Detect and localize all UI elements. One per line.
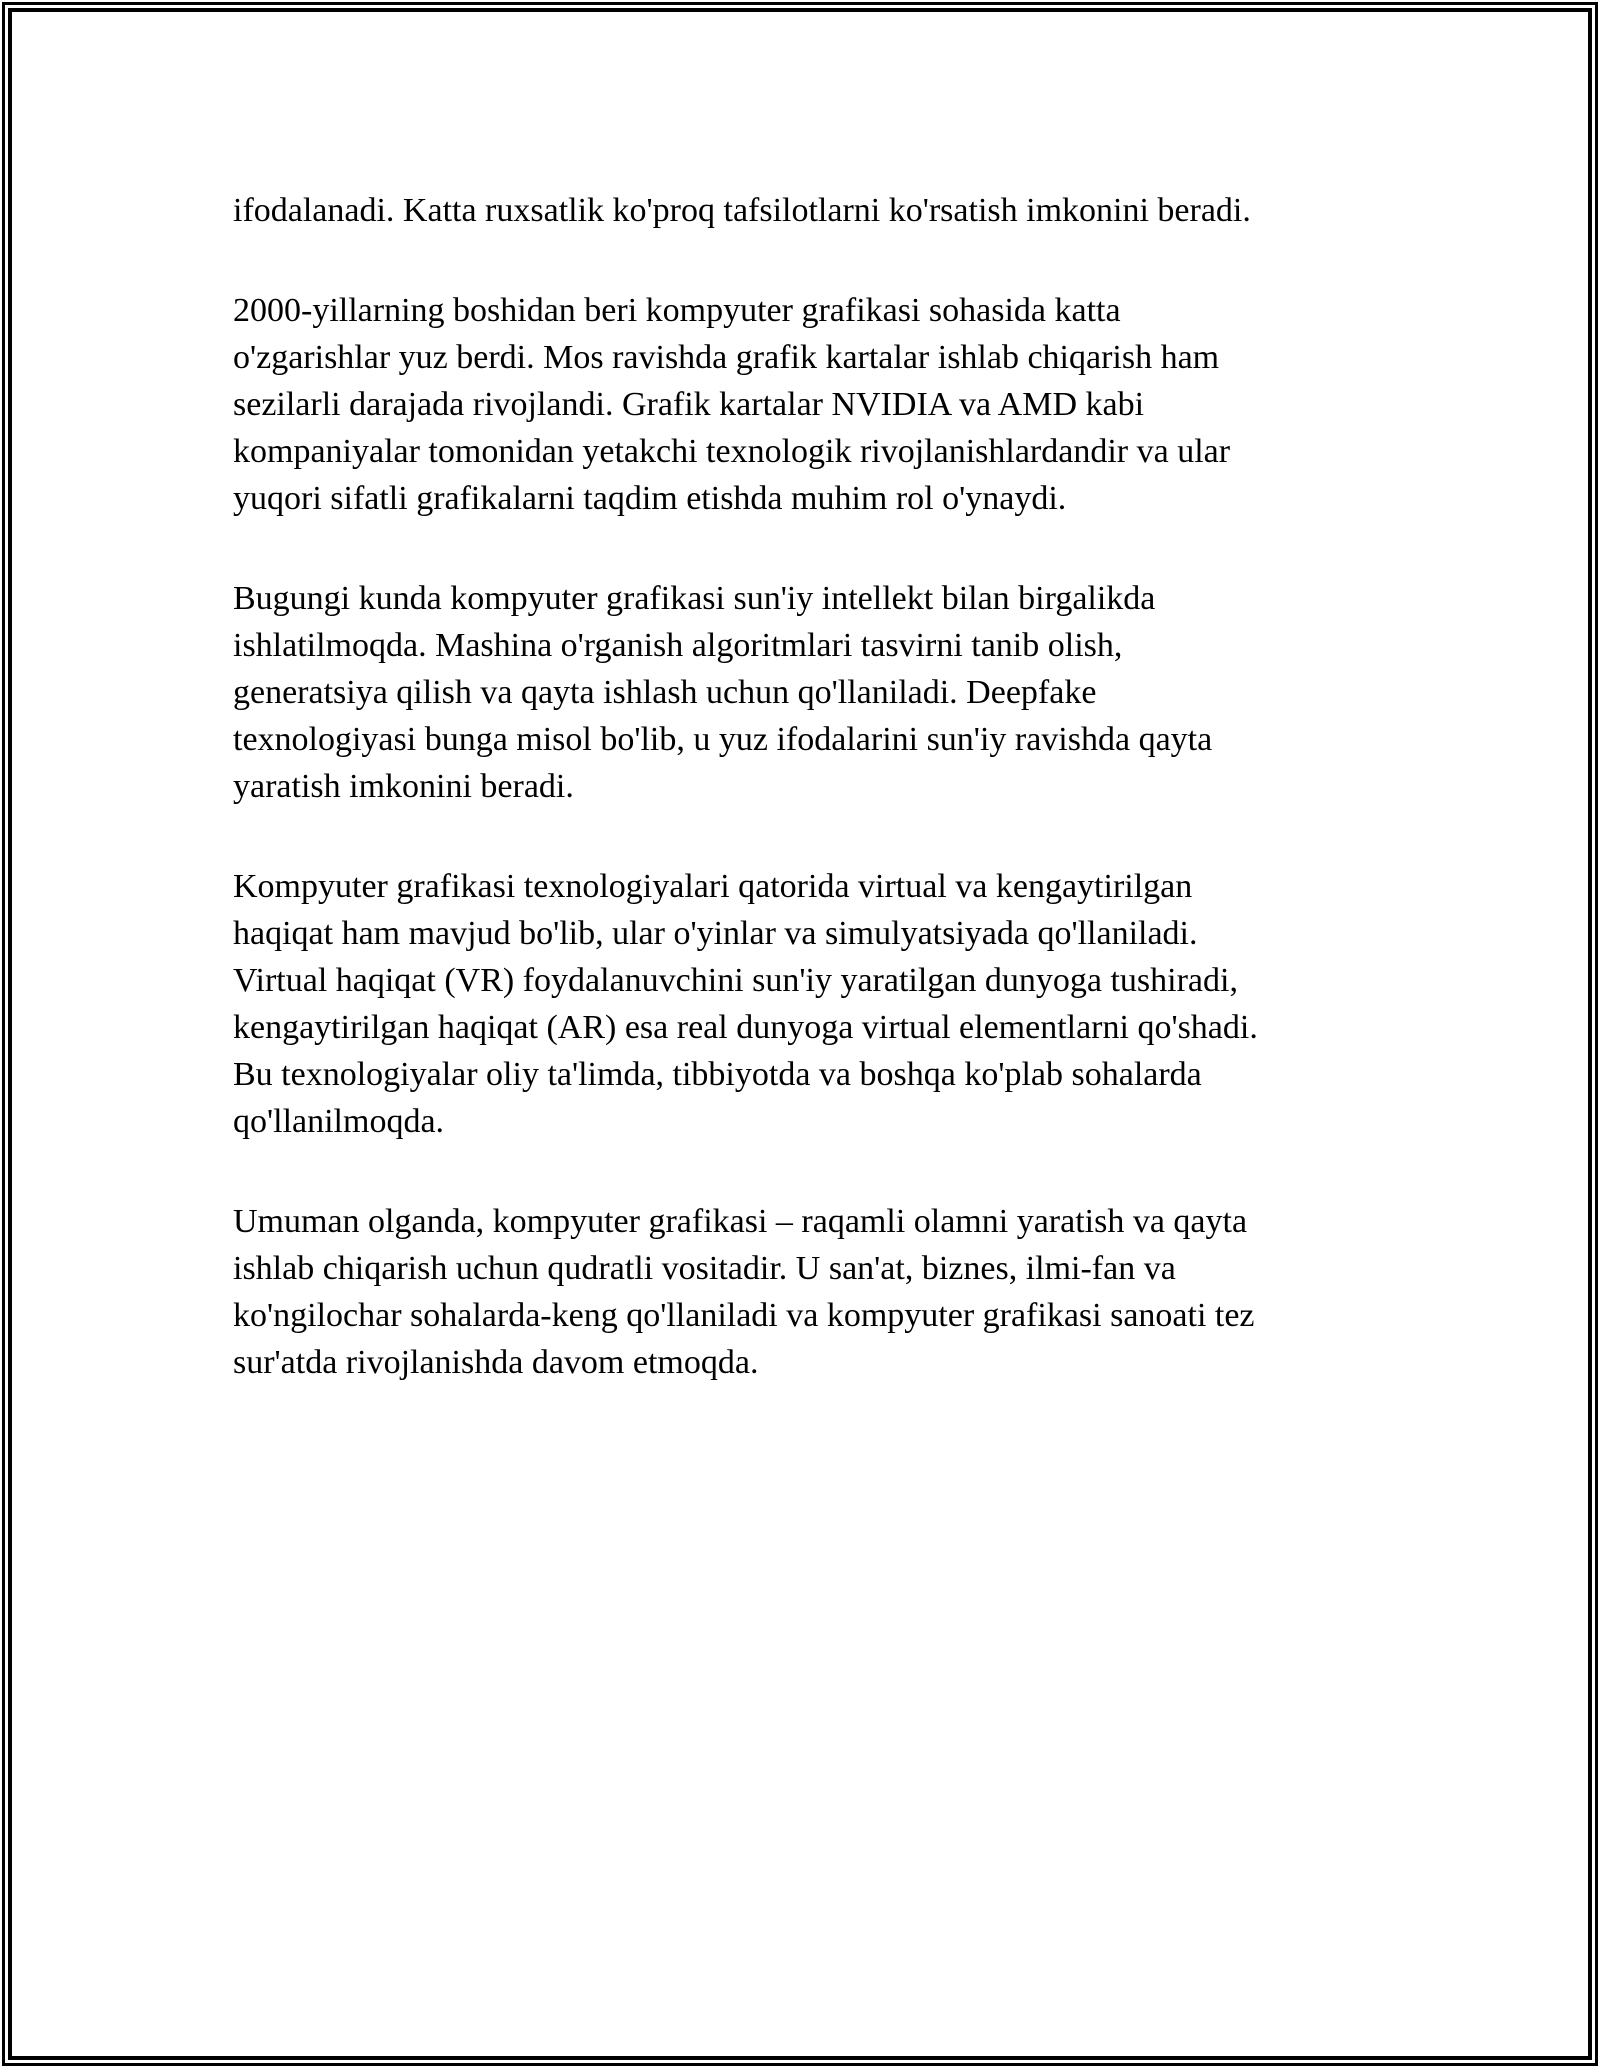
text-line: sur'atda rivojlanishda davom etmoqda.	[233, 1344, 759, 1381]
text-line: kompaniyalar tomonidan yetakchi texnologik rivojlanishlardandir va ular	[233, 433, 1231, 470]
paragraph-4	[233, 863, 1493, 1145]
text-line: yaratish imkonini beradi.	[233, 768, 574, 805]
text-line: Umuman olganda, kompyuter grafikasi – raqamli olamni yaratish va qayta	[233, 1203, 1248, 1240]
text-line: ishlab chiqarish uchun qudratli vositadir. U san'at, biznes, ilmi-fan va	[233, 1250, 1176, 1287]
paragraph-5	[233, 1198, 1493, 1386]
paragraph-1	[233, 187, 1493, 234]
paragraph-2	[233, 287, 1493, 522]
text-line: ishlatilmoqda. Mashina o'rganish algoritmlari tasvirni tanib olish,	[233, 627, 1123, 664]
text-line: o'zgarishlar yuz berdi. Mos ravishda grafik kartalar ishlab chiqarish ham	[233, 339, 1220, 376]
text-line: Kompyuter grafikasi texnologiyalari qatorida virtual va kengaytirilgan	[233, 868, 1193, 905]
text-line: haqiqat ham mavjud bo'lib, ular o'yinlar va simulyatsiyada qo'llaniladi.	[233, 915, 1198, 952]
text-line: Virtual haqiqat (VR) foydalanuvchini sun'iy yaratilgan dunyoga tushiradi,	[233, 962, 1238, 999]
text-line: kengaytirilgan haqiqat (AR) esa real dunyoga virtual elementlarni qo'shadi.	[233, 1009, 1258, 1046]
text-line: generatsiya qilish va qayta ishlash uchun qo'llaniladi. Deepfake	[233, 674, 1097, 711]
text-line: ifodalanadi. Katta ruxsatlik ko'proq tafsilotlarni ko'rsatish imkonini beradi.	[233, 192, 1251, 229]
document-body-text	[233, 187, 1493, 1439]
text-line: ko'ngilochar sohalarda-keng qo'llaniladi va kompyuter grafikasi sanoati tez	[233, 1297, 1255, 1334]
text-line: texnologiyasi bunga misol bo'lib, u yuz ifodalarini sun'iy ravishda qayta	[233, 721, 1213, 758]
text-line: Bugungi kunda kompyuter grafikasi sun'iy intellekt bilan birgalikda	[233, 580, 1156, 617]
text-line: yuqori sifatli grafikalarni taqdim etishda muhim rol o'ynaydi.	[233, 480, 1067, 517]
paragraph-3	[233, 575, 1493, 810]
text-line: qo'llanilmoqda.	[233, 1103, 445, 1140]
text-line: sezilarli darajada rivojlandi. Grafik kartalar NVIDIA va AMD kabi	[233, 386, 1145, 423]
text-line: 2000-yillarning boshidan beri kompyuter grafikasi sohasida katta	[233, 292, 1121, 329]
text-line: Bu texnologiyalar oliy ta'limda, tibbiyotda va boshqa ko'plab sohalarda	[233, 1056, 1202, 1093]
